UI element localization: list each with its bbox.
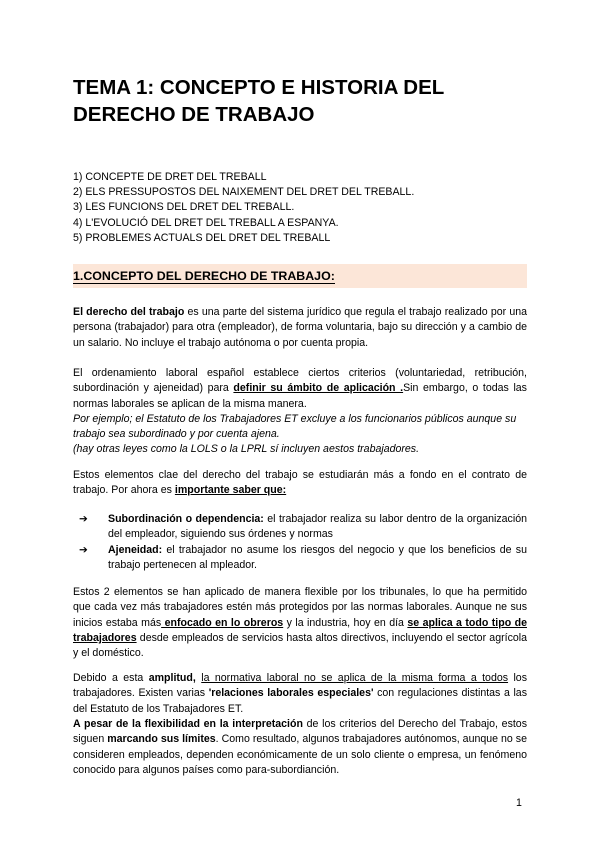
paragraph-emphasis: definir su ámbito de aplicación . [233, 382, 404, 395]
paragraph-example: Por ejemplo; el Estatuto de los Trabajadores ET excluye a los funcionarios públicos aunque su trabajo sea subordinado y por cuenta ajena. [73, 413, 517, 441]
section-heading [73, 264, 527, 288]
paragraph-bold: amplitud, [148, 672, 196, 684]
paragraph-limites [73, 717, 527, 778]
paragraph-emphasis: se aplica a todo tipo de trabajadores [73, 616, 527, 644]
paragraph-text: El ordenamiento laboral español establece ciertos criterios (voluntariedad, retribución, subordinación y ajeneidad) para [73, 367, 527, 395]
list-item [79, 512, 527, 543]
toc-item: 2) ELS PRESSUPOSTOS DEL NAIXEMENT DEL DRET DEL TREBALL. [73, 186, 415, 199]
paragraph-elementos [73, 468, 527, 499]
paragraph-bold: marcando sus límites [107, 733, 216, 746]
paragraph-emphasis: importante saber que: [174, 484, 287, 497]
paragraph-text: Estos 2 elementos se han aplicado de manera flexible por los tribunales, lo que ha permitido que cada vez más trabajadores estén más protegidos por las normas laborales. Aunque ne sus inicios estaba más [73, 586, 527, 629]
page-title: TEMA 1: CONCEPTO E HISTORIA DEL DERECHO DE TRABAJO [73, 76, 444, 126]
section-heading-text: 1.CONCEPTO DEL DERECHO DE TRABAJO: [73, 269, 335, 283]
paragraph-bold: 'relaciones laborales especiales' [208, 687, 374, 700]
paragraph-bold: El derecho del trabajo [73, 306, 185, 318]
arrow-icon: ➔ [79, 543, 88, 556]
toc-item: 4) L'EVOLUCIÓ DEL DRET DEL TREBALL A ESPANYA. [73, 216, 339, 229]
list-item-term: Ajeneidad: [108, 543, 163, 556]
toc-item: 3) LES FUNCIONS DEL DRET DEL TREBALL. [73, 201, 295, 214]
paragraph-ordenamiento [73, 366, 527, 412]
list-item-text: el trabajador no asume los riesgos del negocio y que los beneficios de su trabajo pertenecen al mpleador. [108, 543, 527, 571]
paragraph-definition [73, 305, 527, 351]
arrow-icon: ➔ [79, 513, 88, 525]
toc-item: 1) CONCEPTE DE DRET DEL TREBALL [73, 171, 267, 183]
paragraph-text: con regulaciones distintas a las del Estatuto de los Trabajadores ET. [73, 687, 528, 715]
list-item-term: Subordinación o dependencia: [108, 513, 264, 525]
bullet-list [79, 512, 527, 573]
paragraph-amplitud [73, 671, 527, 717]
list-item-text: el trabajador realiza su labor dentro de la organización del empleador, siguiendo sus órdenes y normas [108, 513, 527, 541]
paragraph-text: Debido a esta [73, 672, 149, 684]
page-number: 1 [516, 797, 522, 809]
paragraph-text: los trabajadores. Existen varias [73, 672, 527, 700]
paragraph-text: es una parte del sistema jurídico que regula el trabajo realizado por una persona (trabajador) para otra (empleador), de forma voluntaria, bajo su dirección y a cambio de un salario. No incluye el trabajo autónoma o por cuenta propia. [73, 306, 527, 349]
paragraph-example-note: (hay otras leyes como la LOLS o la LPRL sí incluyen aestos trabajadores. [73, 443, 420, 455]
paragraph-text: desde empleados de servicios hasta altos directivos, incluyendo el sector agrícola y el doméstico. [73, 631, 527, 660]
table-of-contents [73, 170, 543, 246]
paragraph-text: de los criterios del Derecho del Trabajo, estos siguen [73, 718, 527, 746]
list-item [79, 543, 527, 574]
paragraph-emphasis: enfocado en lo obreros [161, 616, 284, 629]
paragraph-underline: la normativa laboral no se aplica de la misma forma a todos [201, 672, 509, 684]
paragraph-text: Estos elementos clae del derecho del trabajo se estudiarán más a fondo en el contrato de trabajo. Por ahora es [73, 469, 527, 497]
paragraph-flexibilidad [73, 585, 527, 661]
paragraph-text: y la industria, hoy en día [283, 616, 408, 629]
toc-item: 5) PROBLEMES ACTUALS DEL DRET DEL TREBALL [73, 231, 331, 244]
paragraph-text: Sin embargo, o todas las normas laborales se aplican de la misma manera. [73, 382, 527, 410]
paragraph-bold: A pesar de la flexibilidad en la interpretación [73, 718, 303, 730]
paragraph-text: . Como resultado, algunos trabajadores autónomos, aunque no se consideren empleados, dependen económicamente de un solo cliente o empresa, un fenómeno conocido para algunos países como para-subordianción. [73, 733, 527, 776]
